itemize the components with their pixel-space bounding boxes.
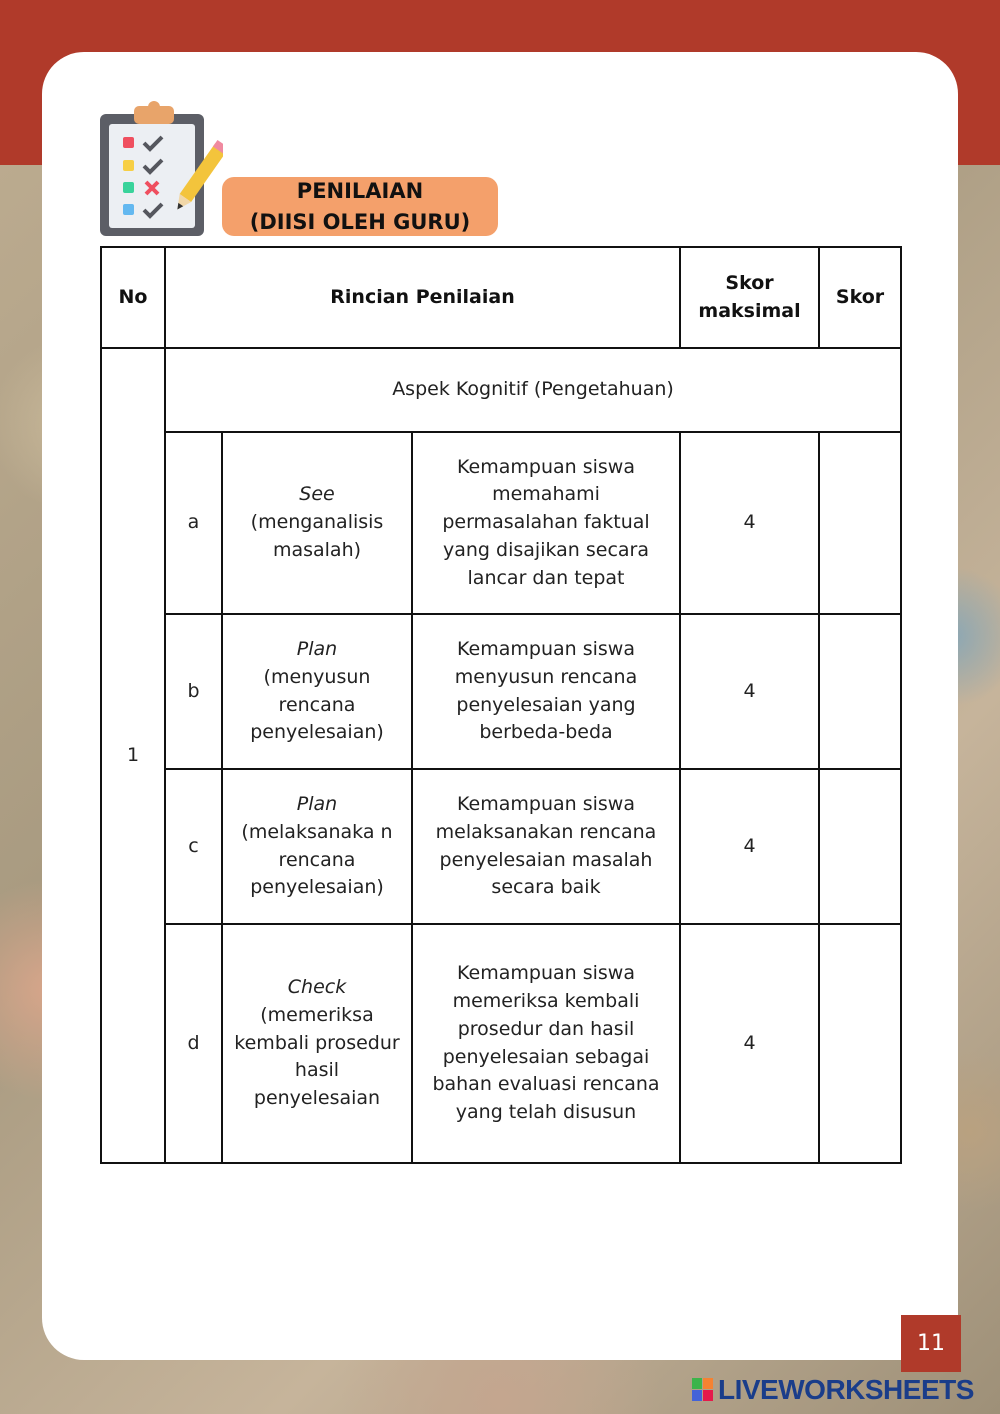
row-max-score: 4: [680, 432, 819, 614]
aspect-detail: (melaksanaka n rencana penyelesaian): [241, 820, 393, 899]
heading-line-1: PENILAIAN: [296, 178, 424, 203]
aspect-detail: (menganalisis masalah): [250, 511, 384, 561]
section-row: [101, 348, 901, 432]
row-letter: a: [165, 432, 222, 614]
table-row: [101, 924, 901, 1163]
row-description: Kemampuan siswa melaksanakan rencana penyelesaian masalah secara baik: [412, 769, 680, 924]
row-aspect: [222, 432, 412, 614]
row-score-cell[interactable]: [819, 614, 901, 769]
heading-line-2: (DIISI OLEH GURU): [249, 209, 471, 234]
liveworksheets-badge-icon: [692, 1378, 714, 1402]
group-number: 1: [101, 348, 165, 1163]
page-number: 11: [901, 1315, 961, 1372]
table-header-row: [101, 247, 901, 348]
row-description: Kemampuan siswa menyusun rencana penyelesaian yang berbeda-beda: [412, 614, 680, 769]
row-score-cell[interactable]: [819, 924, 901, 1163]
row-max-score: 4: [680, 924, 819, 1163]
aspect-name: See: [299, 483, 335, 506]
clipboard-checklist-icon: [98, 100, 223, 240]
row-description: Kemampuan siswa memahami permasalahan faktual yang disajikan secara lancar dan tepat: [412, 432, 680, 614]
header-no: No: [101, 247, 165, 348]
aspect-name: Plan: [296, 638, 338, 661]
row-description: Kemampuan siswa memeriksa kembali prosedur dan hasil penyelesaian sebagai bahan evaluasi rencana yang telah disusun: [412, 924, 680, 1163]
row-score-cell[interactable]: [819, 432, 901, 614]
assessment-heading: [222, 177, 498, 236]
aspect-detail: (menyusun rencana penyelesaian): [250, 665, 384, 744]
brand-name: LIVEWORKSHEETS: [718, 1374, 974, 1405]
row-score-cell[interactable]: [819, 769, 901, 924]
row-letter: b: [165, 614, 222, 769]
row-letter: c: [165, 769, 222, 924]
table-row: [101, 614, 901, 769]
aspect-name: Check: [287, 976, 347, 999]
assessment-rubric-table: [100, 246, 902, 1164]
row-aspect: [222, 614, 412, 769]
row-aspect: [222, 769, 412, 924]
liveworksheets-logo[interactable]: [692, 1374, 974, 1406]
row-letter: d: [165, 924, 222, 1163]
table-row: [101, 432, 901, 614]
header-skor-maksimal: Skor maksimal: [680, 247, 819, 348]
row-max-score: 4: [680, 769, 819, 924]
aspect-name: Plan: [296, 793, 338, 816]
aspect-detail: (memeriksa kembali prosedur hasil penyelesaian: [234, 1003, 400, 1110]
row-aspect: [222, 924, 412, 1163]
row-max-score: 4: [680, 614, 819, 769]
section-title: Aspek Kognitif (Pengetahuan): [165, 348, 901, 432]
header-skor: Skor: [819, 247, 901, 348]
table-row: [101, 769, 901, 924]
header-rincian: Rincian Penilaian: [165, 247, 680, 348]
